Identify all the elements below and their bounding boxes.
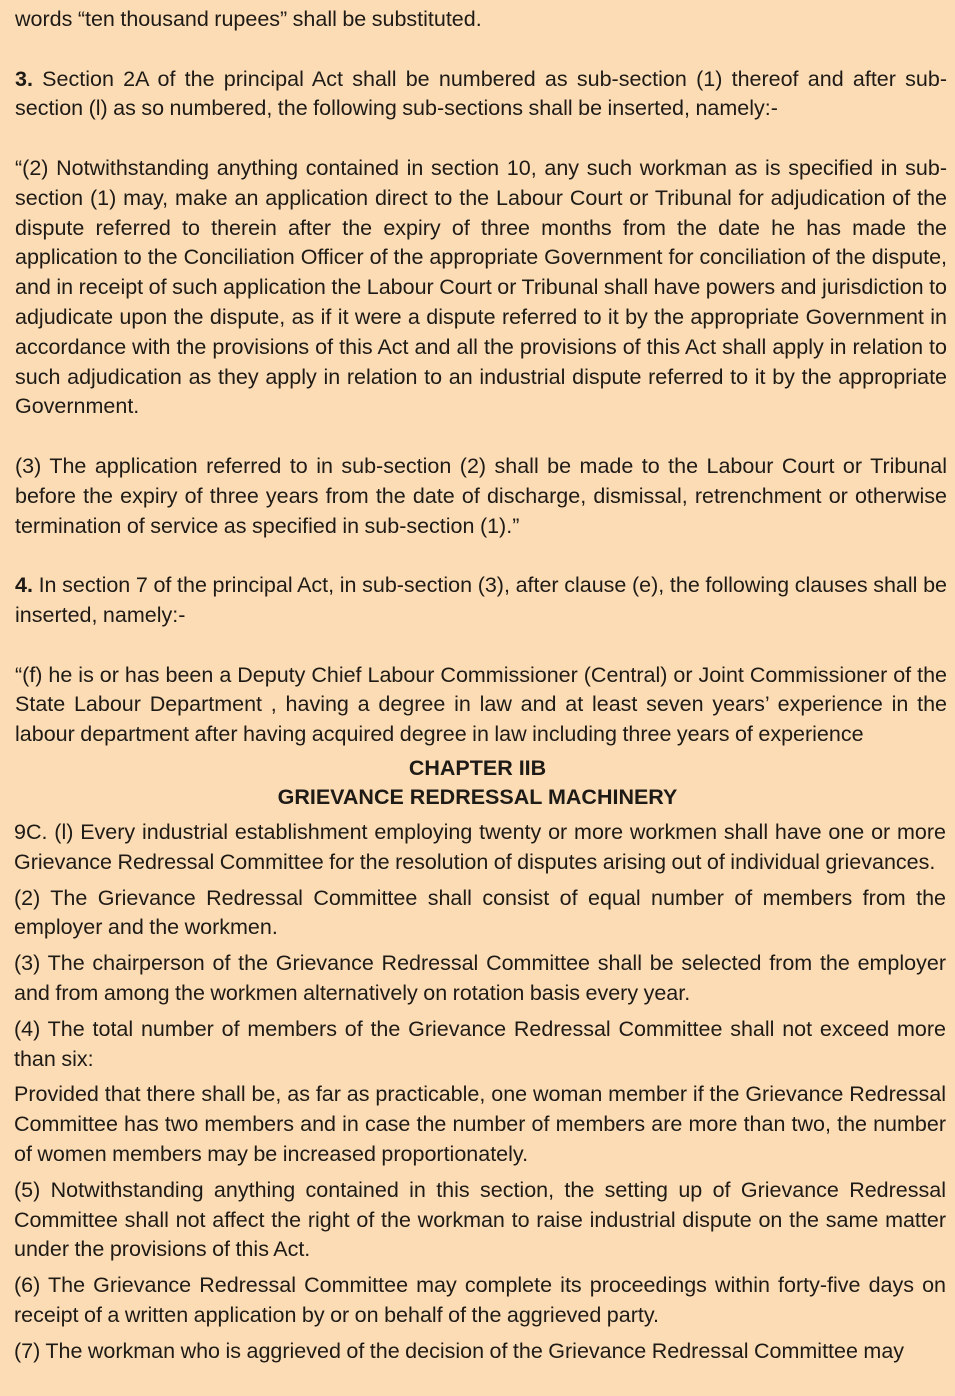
paragraph-9c-1: 9C. (l) Every industrial establishment employing twenty or more workmen shall have one or more Grievance Redressal Committee for the resolution of disputes arising out of individual grievances. [14, 820, 946, 874]
paragraph-9c-3: (3) The chairperson of the Grievance Redressal Committee shall be selected from the employer and from among the workmen alternatively on rotation basis every year. [14, 951, 946, 1005]
chapter-title: CHAPTER IIB [408, 756, 547, 780]
section-4-text: In section 7 of the principal Act, in sub-section (3), after clause (e), the following clauses shall be inserted, namely:- [15, 573, 947, 627]
paragraph-9c-5: (5) Notwithstanding anything contained in this section, the setting up of Grievance Redressal Committee shall not affect the right of the workman to raise industrial dispute on the same matter under the provisions of this Act. [14, 1177, 946, 1262]
chapter-subtitle: GRIEVANCE REDRESSAL MACHINERY [277, 785, 678, 809]
paragraph-section-4 [15, 571, 947, 631]
paragraph-clause-f: “(f) he is or has been a Deputy Chief Labour Commissioner (Central) or Joint Commissioner of the State Labour Department , having a degree in law and at least seven years’ experience in the labour department after having acquired degree in law including three years of experience [15, 662, 947, 747]
paragraph-9c-4-proviso: Provided that there shall be, as far as practicable, one woman member if the Grievance Redressal Committee has two members and in case the number of members are more than two, the number of women members may be increased proportionately. [14, 1082, 946, 1166]
paragraph-substitution: words “ten thousand rupees” shall be substituted. [15, 7, 482, 31]
paragraph-9c-4: (4) The total number of members of the Grievance Redressal Committee shall not exceed more than six: [14, 1016, 946, 1071]
document-top-section [15, 5, 947, 750]
paragraph-section-3 [15, 65, 947, 125]
paragraph-sub-section-3: (3) The application referred to in sub-section (2) shall be made to the Labour Court or Tribunal before the expiry of three years from the date of discharge, dismissal, retrenchment or otherwise termination of service as specified in sub-section (1).” [15, 453, 947, 538]
paragraph-9c-7: (7) The workman who is aggrieved of the decision of the Grievance Redressal Committee may [14, 1338, 905, 1363]
section-number-3: 3. [15, 66, 33, 91]
document-bottom-section [14, 818, 946, 1367]
paragraph-sub-section-2: “(2) Notwithstanding anything contained in section 10, any such workman as is specified in sub-section (1) may, make an application direct to the Labour Court or Tribunal for adjudication of the dispute referred to therein after the expiry of three months from the date he has made the application to the Conciliation Officer of the appropriate Government for conciliation of the dispute, and in receipt of such application the Labour Court or Tribunal shall have powers and jurisdiction to adjudicate upon the dispute, as if it were a dispute referred to it by the appropriate Government in accordance with the provisions of this Act and all the provisions of this Act shall apply in relation to such adjudication as they apply in relation to an industrial dispute referred to it by the appropriate Government. [15, 155, 947, 419]
section-number-4: 4. [15, 573, 33, 598]
section-3-text: Section 2A of the principal Act shall be numbered as sub-section (1) thereof and after sub-section (l) as so numbered, the following sub-sections shall be inserted, namely:- [15, 66, 947, 121]
paragraph-9c-2: (2) The Grievance Redressal Committee shall consist of equal number of members from the employer and the workmen. [14, 885, 946, 940]
paragraph-9c-6: (6) The Grievance Redressal Committee may complete its proceedings within forty-five days on receipt of a written application by or on behalf of the aggrieved party. [14, 1273, 946, 1327]
